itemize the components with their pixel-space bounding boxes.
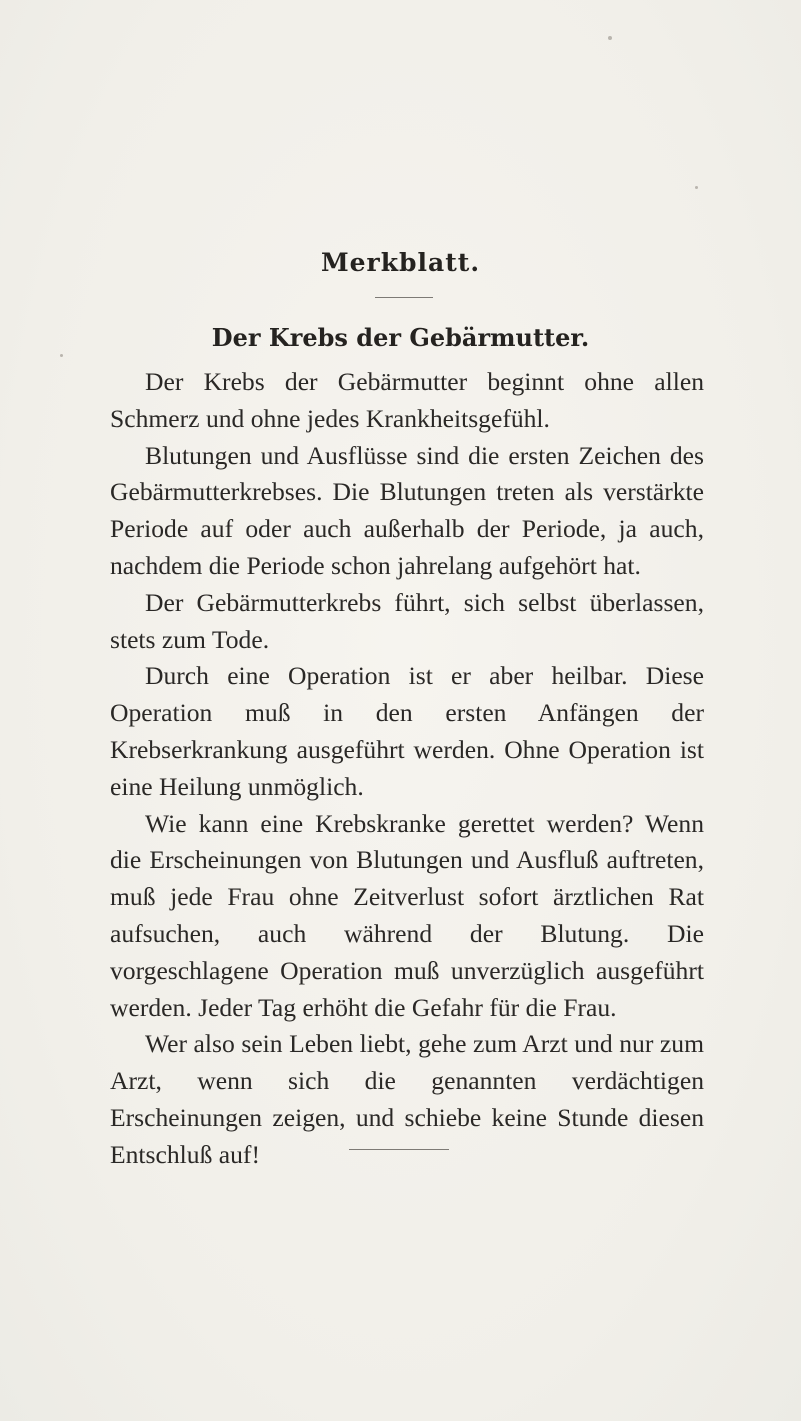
paragraph: Durch eine Operation ist er aber heilbar. Diese Operation muß in den ersten Anfängen der Krebserkrankung ausgeführt werden. Ohne Operation ist eine Heilung unmöglich.: [110, 661, 704, 801]
page-heading: Merkblatt.: [320, 248, 481, 277]
divider-top: [375, 297, 433, 298]
divider-bottom: [349, 1149, 449, 1150]
paragraph: Der Gebärmutterkrebs führt, sich selbst überlassen, stets zum Tode.: [110, 587, 704, 654]
paragraph: Wie kann eine Krebskranke gerettet werden? Wenn die Erscheinungen von Blutungen und Ausfluß auftreten, muß jede Frau ohne Zeitverlust sofort ärztlichen Rat aufsuchen, auch während der Blutung. Die vorgeschlagene Operation muß unverzüglich ausgeführt werden. Jeder Tag erhöht die Gefahr für die Frau.: [110, 808, 704, 1022]
paper-speck: [695, 186, 698, 189]
body-text: [110, 364, 704, 1174]
paper-speck: [60, 354, 63, 357]
document-title: Der Krebs der Gebärmutter.: [211, 323, 590, 352]
paragraph: Blutungen und Ausflüsse sind die ersten Zeichen des Gebärmutterkrebses. Die Blutungen treten als verstärkte Periode auf oder auch außerhalb der Periode, ja auch, nachdem die Periode schon jahrelang aufgehört hat.: [110, 440, 704, 580]
paragraph: Der Krebs der Gebärmutter beginnt ohne allen Schmerz und ohne jedes Krankheitsgefühl.: [110, 367, 704, 433]
paragraph: Wer also sein Leben liebt, gehe zum Arzt und nur zum Arzt, wenn sich die genannten verdächtigen Erscheinungen zeigen, und schiebe keine Stunde diesen Entschluß auf!: [110, 1029, 704, 1169]
paper-speck: [608, 36, 612, 40]
